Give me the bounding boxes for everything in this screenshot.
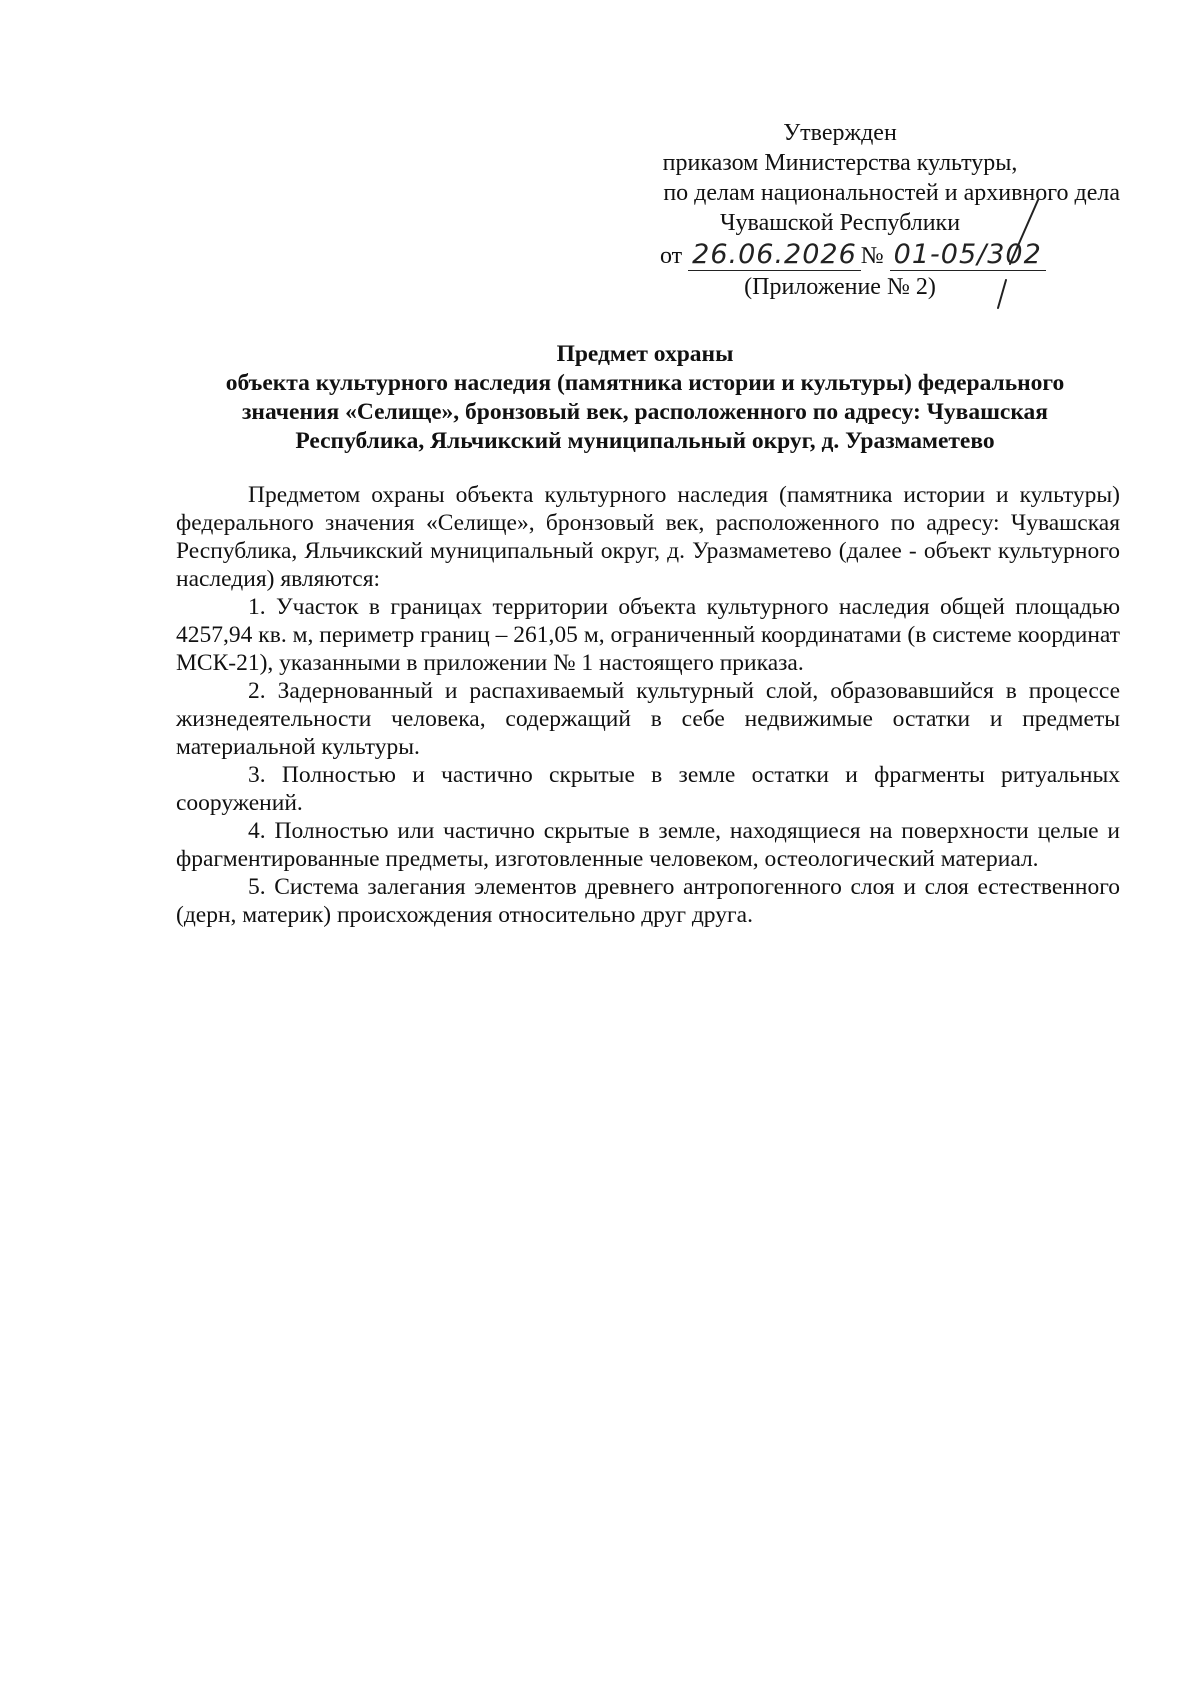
- list-item-4: 4. Полностью или частично скрытые в земле, находящиеся на поверхности целые и фрагментированные предметы, изготовленные человеком, остеологический материал.: [176, 818, 1120, 872]
- approval-line-ministry: приказом Министерства культуры,: [662, 150, 1018, 176]
- intro-paragraph: Предметом охраны объекта культурного наследия (памятника истории и культуры) федерального значения «Селище», бронзовый век, расположенного по адресу: Чувашская Республика, Яльчикский муниципальный округ, д. Уразмаметево (далее - объект культурного наследия) являются:: [176, 482, 1120, 592]
- approval-heading: Утвержден: [783, 120, 897, 146]
- appendix-label: (Приложение № 2): [744, 274, 936, 300]
- title-line-1: Предмет охраны: [556, 341, 734, 367]
- list-item-2: 2. Задернованный и распахиваемый культурный слой, образовавшийся в процессе жизнедеятельности человека, содержащий в себе недвижимые остатки и предметы материальной культуры.: [176, 678, 1120, 760]
- list-item-3: 3. Полностью и частично скрытые в земле остатки и фрагменты ритуальных сооружений.: [176, 762, 1120, 816]
- document-title: [170, 340, 1120, 456]
- number-prefix: №: [860, 243, 884, 269]
- order-date-number: [560, 238, 1120, 272]
- approval-block: [560, 118, 1120, 302]
- title-line-4: Республика, Яльчикский муниципальный округ, д. Уразмаметево: [295, 428, 995, 454]
- title-line-2: объекта культурного наследия (памятника истории и культуры) федерального: [225, 370, 1065, 396]
- date-prefix: от: [660, 243, 683, 269]
- document-body: [176, 481, 1120, 929]
- title-line-3: значения «Селище», бронзовый век, расположенного по адресу: Чувашская: [241, 399, 1048, 425]
- list-item-5: 5. Система залегания элементов древнего антропогенного слоя и слоя естественного (дерн, материк) происхождения относительно друг друга.: [176, 874, 1120, 928]
- approval-line-republic: Чувашской Республики: [719, 210, 961, 236]
- handwritten-number: 01-05/302: [890, 239, 1046, 271]
- approval-line-department: по делам национальностей и архивного дела: [663, 180, 1120, 206]
- list-item-1: 1. Участок в границах территории объекта культурного наследия общей площадью 4257,94 кв. м, периметр границ – 261,05 м, ограниченный координатами (в системе координат МСК-21), указанными в приложении № 1 настоящего приказа.: [176, 594, 1120, 676]
- handwritten-date: 26.06.2026: [688, 239, 861, 271]
